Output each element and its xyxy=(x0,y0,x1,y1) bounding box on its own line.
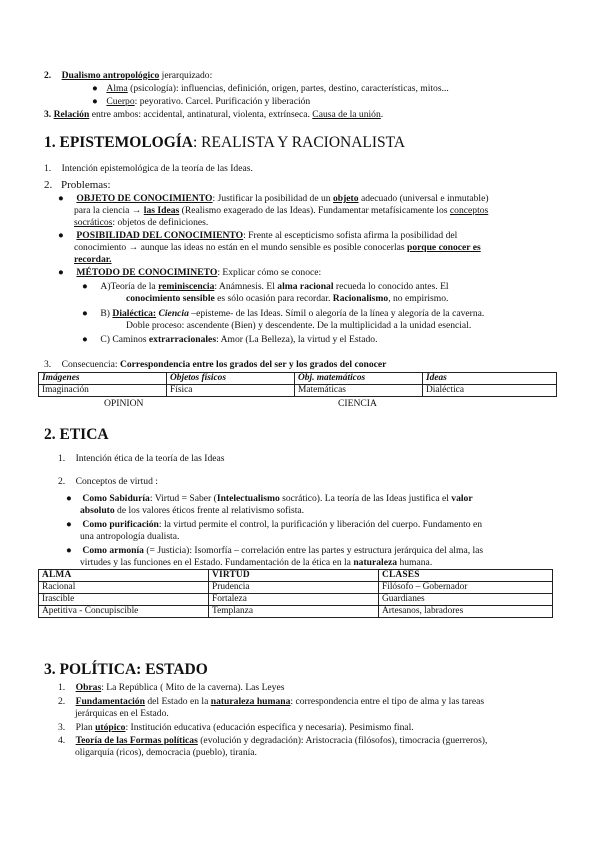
politica-item-3 xyxy=(58,722,414,734)
plan-text: Plan xyxy=(75,722,96,733)
valor-term: valor xyxy=(451,493,473,504)
bullet-icon: ● xyxy=(58,267,64,278)
item-text: Intención ética de la teoría de las Ideas xyxy=(75,453,225,464)
objeto-line-3 xyxy=(74,217,208,229)
objeto-text: : Justificar la posibilidad de un xyxy=(212,193,333,204)
sabiduria-line-2 xyxy=(80,505,304,517)
bullet-icon: ● xyxy=(58,230,64,241)
item-number: 3. xyxy=(44,359,52,370)
dialectica-term: Dialéctica: xyxy=(112,308,157,319)
socraticos-term: socráticos xyxy=(74,217,113,228)
armonia-text: (= Justicia): Isomorfía – correlación entre las partes y estructura jerárquica del alma, las xyxy=(143,545,484,556)
politica-item-2-line-2 xyxy=(75,708,169,720)
bullet-icon: ● xyxy=(66,493,72,504)
posibilidad-text-2: conocimiento → aunque las ideas no están en el mundo sensible es posible conocerlas xyxy=(74,242,408,253)
posibilidad-bullet xyxy=(58,230,457,242)
armonia-title: Como armonía xyxy=(82,545,144,556)
item-number: 1. xyxy=(58,453,66,464)
table-row xyxy=(39,594,553,606)
table-cell: Matemáticas xyxy=(295,385,423,397)
metodo-b-line-2 xyxy=(126,320,471,332)
item-number: 3. xyxy=(58,722,66,733)
utopico-term: utópico xyxy=(95,722,126,733)
causa-end: . xyxy=(380,109,384,120)
item-number: 2. xyxy=(44,179,53,191)
formas-politicas-term: Teoría de las Formas políticas xyxy=(75,735,198,746)
table-row xyxy=(39,606,553,618)
dualismo-term: Dualismo antropológico xyxy=(61,70,160,81)
bullet-icon: ● xyxy=(58,193,64,204)
table-cell: Imaginación xyxy=(39,385,167,397)
bullet-icon: ● xyxy=(66,545,72,556)
fundamentacion-text-2: : correspondencia entre el tipo de alma y las tareas xyxy=(290,696,485,707)
etica-body xyxy=(44,453,574,569)
alma-racional-term: alma racional xyxy=(277,281,334,292)
grados-table xyxy=(38,372,557,397)
armonia-text-3: humana. xyxy=(397,557,433,568)
table-header: Objetos físicos xyxy=(167,373,295,385)
fundamentacion-term: Fundamentación xyxy=(75,696,145,707)
table-header-row xyxy=(39,570,553,582)
table-cell: Artesanos, labradores xyxy=(379,606,553,618)
alma-bullet xyxy=(92,83,449,95)
c-pre: C) Caminos xyxy=(100,334,149,345)
table-header: CLASES xyxy=(379,570,553,582)
objeto-bullet xyxy=(58,193,489,205)
posibilidad-text: : Frente al escepticismo sofista afirma la posibilidad del xyxy=(243,230,458,241)
sabiduria-bullet xyxy=(66,493,473,505)
conocimiento-sensible-term: conocimiento sensible xyxy=(126,293,215,304)
table-cell: Apetitiva - Concupiscible xyxy=(39,606,209,618)
extrarracionales-term: extrarracionales xyxy=(148,334,217,345)
virtudes-table xyxy=(38,569,553,618)
table-cell: Irascible xyxy=(39,594,209,606)
politica-item-1 xyxy=(58,682,284,694)
epi-item-1 xyxy=(44,163,253,175)
etica-item-1 xyxy=(58,453,225,465)
a-text-2: recueda lo conocido antes. El xyxy=(333,281,449,292)
posibilidad-line-2 xyxy=(74,242,481,254)
table-cell: Dialéctica xyxy=(423,385,557,397)
reminiscencia-term: reminiscencia xyxy=(158,281,215,292)
politica-item-4-line-2 xyxy=(75,747,257,759)
table-header: VIRTUD xyxy=(209,570,379,582)
bullet-icon: ● xyxy=(82,334,88,345)
table-header: Imágenes xyxy=(39,373,167,385)
cuerpo-rest: : peyorativo. Carcel. Purificación y liberación xyxy=(134,96,311,107)
objeto-text-5: : objetos de definiciones. xyxy=(112,217,209,228)
item-number: 2. xyxy=(44,70,52,81)
naturaleza-humana-term: naturaleza humana xyxy=(210,696,291,707)
item-number: 2. xyxy=(58,476,66,487)
politica-item-4 xyxy=(58,735,487,747)
recordar-term: recordar. xyxy=(74,254,112,265)
porque-term: porque conocer es xyxy=(407,242,481,253)
politica-body xyxy=(44,682,574,762)
objeto-term: objeto xyxy=(332,193,359,204)
objeto-text-2: adecuado (universal e inmutable) xyxy=(358,193,489,204)
dualismo-line xyxy=(44,70,212,82)
purificacion-title: Como purificación xyxy=(82,519,159,530)
table-row xyxy=(39,582,553,594)
epi-item-3 xyxy=(44,359,386,371)
table-cell: Templanza xyxy=(209,606,379,618)
b-pre: B) xyxy=(100,308,113,319)
item3-pre: Consecuencia: xyxy=(61,359,120,370)
metodo-a-line-2 xyxy=(126,293,448,305)
racionalismo-term: Racionalismo xyxy=(332,293,389,304)
table-header: ALMA xyxy=(39,570,209,582)
purificacion-text-2: una antropología dualista. xyxy=(80,531,180,542)
correspondencia-term: Correspondencia entre los grados del ser y los grados del conocer xyxy=(119,359,387,370)
table-cell: Racional xyxy=(39,582,209,594)
plan-text-2: : Institución educativa (educación específica y necesaria). Pesimismo final. xyxy=(125,722,414,733)
objeto-text-4: (Realismo exagerado de las Ideas). Fundamentar metafísicamente los xyxy=(179,205,450,216)
metodo-title: MÉTODO DE CONOCIMINETO xyxy=(76,267,218,278)
politica-heading: 3. POLÍTICA: ESTADO xyxy=(44,661,208,678)
bullet-icon: ● xyxy=(92,83,98,94)
c-text: : Amor (La Belleza), la virtud y el Estado. xyxy=(216,334,378,345)
ciencia-label: CIENCIA xyxy=(338,398,377,409)
table-cell: Física xyxy=(167,385,295,397)
posibilidad-line-3 xyxy=(74,254,112,266)
table-cell: Prudencia xyxy=(209,582,379,594)
objeto-line-2 xyxy=(74,205,488,217)
fundamentacion-text: del Estado en la xyxy=(144,696,211,707)
sabiduria-text-2: socrático). La teoría de las Ideas justifica el xyxy=(279,493,452,504)
table-header-row xyxy=(39,373,557,385)
bullet-icon: ● xyxy=(92,96,98,107)
dualismo-rest: jerarquizado: xyxy=(159,70,213,81)
causa-term: Causa de la unión xyxy=(312,109,381,120)
etica-item-2 xyxy=(58,476,158,488)
table-cell: Fortaleza xyxy=(209,594,379,606)
a-text: : Anámnesis. El xyxy=(214,281,278,292)
conceptos-term: conceptos xyxy=(449,205,489,216)
a-text-3: es sólo ocasión para recordar. xyxy=(214,293,333,304)
objeto-title: OBJETO DE CONOCIMIENTO xyxy=(76,193,213,204)
table-header: Ideas xyxy=(423,373,557,385)
obras-text: : La República ( Mito de la caverna). Las Leyes xyxy=(101,682,285,693)
item-number: 3. xyxy=(44,109,52,120)
a-text-4: , no empirismo. xyxy=(388,293,449,304)
metodo-c xyxy=(82,334,378,346)
metodo-bullet xyxy=(58,267,321,279)
relacion-term: Relación xyxy=(53,109,90,120)
heading-rest: : REALISTA Y RACIONALISTA xyxy=(193,134,406,151)
item-text: Problemas: xyxy=(61,179,111,191)
item-text: Intención epistemológica de la teoría de las Ideas. xyxy=(61,163,253,174)
bullet-icon: ● xyxy=(82,281,88,292)
absoluto-term: absoluto xyxy=(80,505,115,516)
table-row xyxy=(39,385,557,397)
relacion-line xyxy=(44,109,383,121)
epi-item-2 xyxy=(44,179,111,191)
fundamentacion-text-3: jerárquicas en el Estado. xyxy=(75,708,169,719)
table-cell: Filósofo – Gobernador xyxy=(379,582,553,594)
obras-term: Obras xyxy=(75,682,102,693)
ciencia-term: Ciencia xyxy=(156,308,189,319)
politica-item-2 xyxy=(58,696,484,708)
item-number: 1. xyxy=(58,682,66,693)
armonia-text-2: virtudes y las funciones en el Estado. Fundamentación de la ética en la xyxy=(80,557,354,568)
item-number: 4. xyxy=(58,735,66,746)
objeto-text-3: para la ciencia → xyxy=(74,205,144,216)
item-number: 1. xyxy=(44,163,52,174)
sabiduria-text: : Virtud = Saber ( xyxy=(149,493,217,504)
heading-bold: 1. EPISTEMOLOGÍA xyxy=(44,134,193,151)
opinion-label: OPINION xyxy=(104,398,144,409)
metodo-a xyxy=(82,281,449,293)
armonia-bullet xyxy=(66,545,483,557)
table-header: Obj. matemáticos xyxy=(295,373,423,385)
a-pre: A)Teoría de la xyxy=(100,281,159,292)
b-text-2: Doble proceso: ascendente (Bien) y descendente. De la multiplicidad a la unidad esencial. xyxy=(126,320,472,331)
purificacion-line-2 xyxy=(80,531,179,543)
sabiduria-text-3: de los valores éticos frente al relativismo sofista. xyxy=(114,505,305,516)
alma-rest: (psicología): influencias, definición, origen, partes, destino, características, mitos... xyxy=(127,83,449,94)
naturaleza-term: naturaleza xyxy=(353,557,398,568)
item-text: Conceptos de virtud : xyxy=(75,476,158,487)
bullet-icon: ● xyxy=(82,308,88,319)
table-cell: Guardianes xyxy=(379,594,553,606)
sabiduria-title: Como Sabiduría xyxy=(82,493,150,504)
purificacion-bullet xyxy=(66,519,482,531)
epistemologia-body xyxy=(44,163,574,373)
ideas-term: las Ideas xyxy=(143,205,180,216)
metodo-b xyxy=(82,308,484,320)
cuerpo-term: Cuerpo xyxy=(106,96,135,107)
alma-term: Alma xyxy=(106,83,128,94)
purificacion-text: : la virtud permite el control, la purificación y liberación del cuerpo. Fundamento en xyxy=(158,519,483,530)
formas-text-2: oligarquía (ricos), democracia (pueblo), tiranía. xyxy=(75,747,257,758)
bullet-icon: ● xyxy=(66,519,72,530)
b-text: –episteme- de las Ideas. Símil o alegoría de la línea y alegoría de la caverna. xyxy=(188,308,485,319)
posibilidad-title: POSIBILIDAD DEL CONOCIMIENTO xyxy=(76,230,244,241)
intro-section xyxy=(44,70,564,122)
etica-heading: 2. ETICA xyxy=(44,426,109,443)
item-number: 2. xyxy=(58,696,66,707)
formas-text: (evolución y degradación): Aristocracia (filósofos), timocracia (guerreros), xyxy=(197,735,488,746)
epistemologia-heading xyxy=(44,134,405,152)
relacion-rest: entre ambos: accidental, antinatural, violenta, extrínseca. xyxy=(89,109,313,120)
armonia-line-2 xyxy=(80,557,432,569)
metodo-text: : Explicar cómo se conoce: xyxy=(217,267,322,278)
intelectualismo-term: Intelectualismo xyxy=(216,493,280,504)
cuerpo-bullet xyxy=(92,96,310,108)
